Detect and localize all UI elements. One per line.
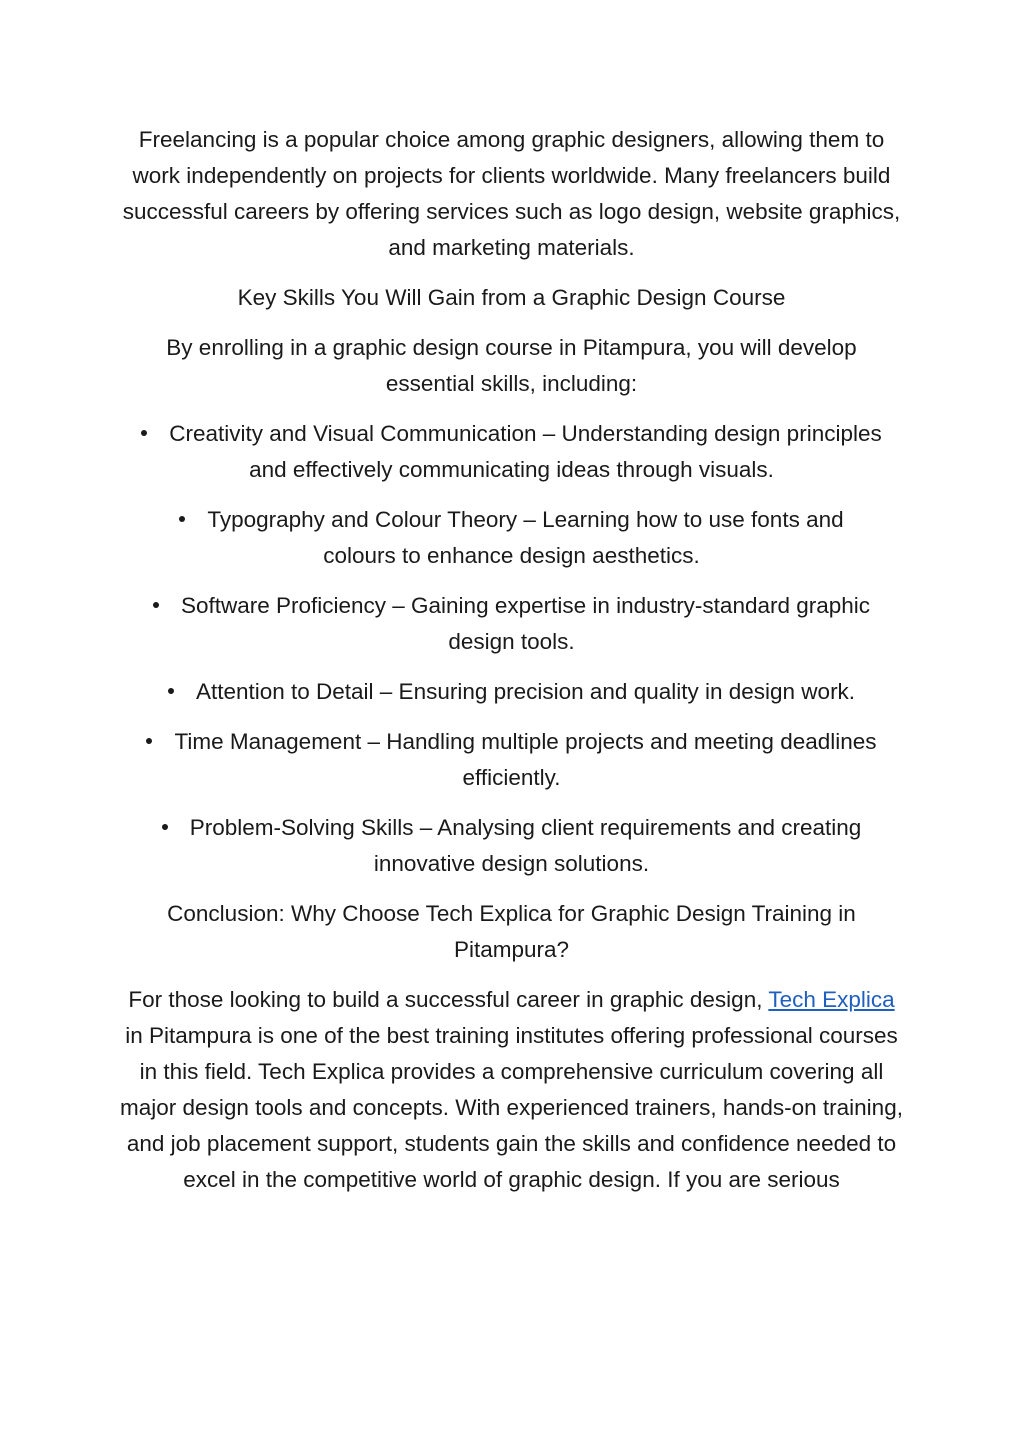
list-item bbox=[120, 416, 903, 488]
bullet-icon bbox=[146, 738, 152, 744]
bullet-icon bbox=[179, 516, 185, 522]
conclusion-text-after-link: in Pitampura is one of the best training institutes offering professional courses in this field. Tech Explica provides a comprehensive curriculum covering all major design tools and concepts. With experienced trainers, hands-on training, and job placement support, students gain the skills and confidence needed to excel in the competitive world of graphic design. If you are serious bbox=[120, 1023, 903, 1192]
list-item bbox=[120, 724, 903, 796]
bullet-icon bbox=[162, 824, 168, 830]
list-item bbox=[120, 810, 903, 882]
freelancing-paragraph: Freelancing is a popular choice among graphic designers, allowing them to work independently on projects for clients worldwide. Many freelancers build successful careers by offering services such as logo design, website graphics, and marketing materials. bbox=[122, 127, 901, 260]
skills-intro-paragraph: By enrolling in a graphic design course in Pitampura, you will develop essential skills, including: bbox=[166, 335, 857, 396]
conclusion-text-before-link: For those looking to build a successful career in graphic design, bbox=[128, 987, 763, 1012]
conclusion-heading: Conclusion: Why Choose Tech Explica for Graphic Design Training in Pitampura? bbox=[167, 901, 856, 962]
skill-text: Creativity and Visual Communication – Understanding design principles and effectively communicating ideas through visuals. bbox=[169, 421, 882, 482]
skill-text: Attention to Detail – Ensuring precision and quality in design work. bbox=[195, 679, 856, 704]
skills-list bbox=[120, 416, 903, 882]
bullet-icon bbox=[153, 602, 159, 608]
bullet-icon bbox=[141, 430, 147, 436]
list-item bbox=[120, 502, 903, 574]
skills-heading: Key Skills You Will Gain from a Graphic Design Course bbox=[237, 285, 786, 310]
list-item bbox=[120, 588, 903, 660]
conclusion-paragraph bbox=[120, 982, 903, 1198]
tech-explica-link[interactable]: Tech Explica bbox=[768, 987, 895, 1012]
skill-text: Typography and Colour Theory – Learning how to use fonts and colours to enhance design aesthetics. bbox=[207, 507, 844, 568]
bullet-icon bbox=[168, 688, 174, 694]
skill-text: Time Management – Handling multiple projects and meeting deadlines efficiently. bbox=[174, 729, 877, 790]
skill-text: Problem-Solving Skills – Analysing client requirements and creating innovative design solutions. bbox=[189, 815, 862, 876]
document-page bbox=[120, 122, 903, 1212]
list-item bbox=[120, 674, 903, 710]
skill-text: Software Proficiency – Gaining expertise in industry-standard graphic design tools. bbox=[180, 593, 871, 654]
